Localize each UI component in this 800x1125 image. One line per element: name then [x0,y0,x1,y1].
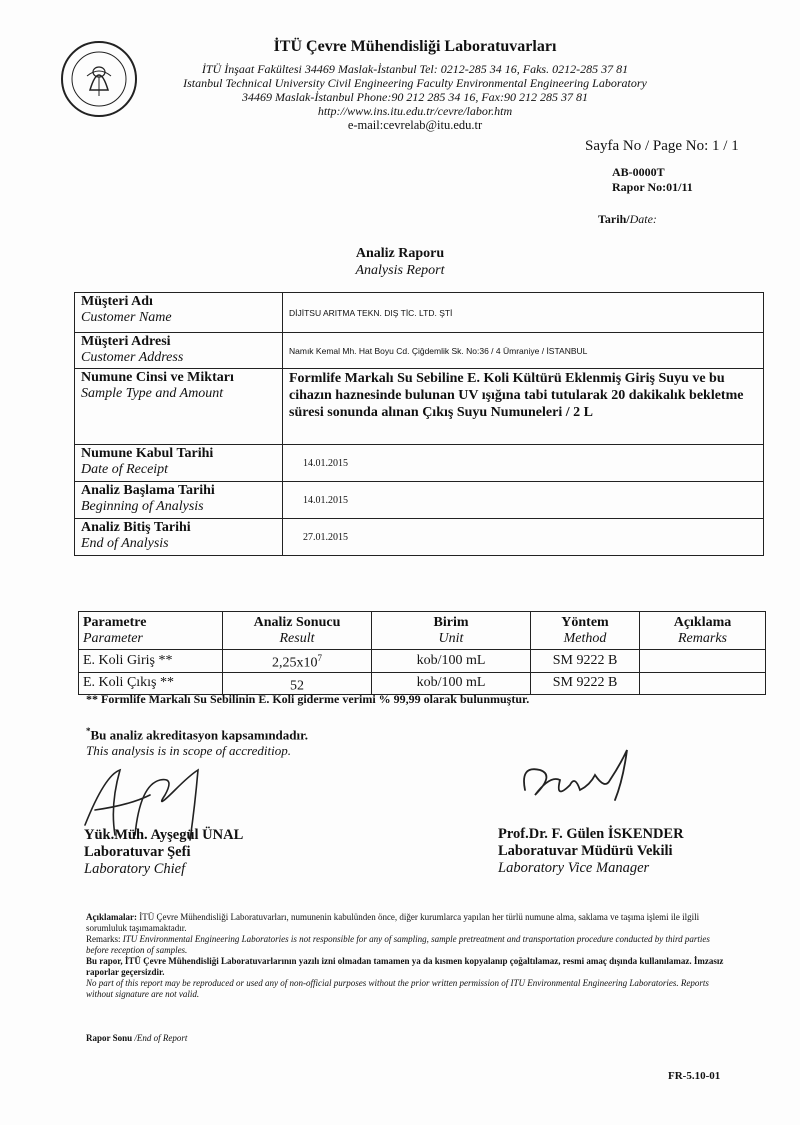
customer-name-row: Müşteri Adı Customer Name DİJİTSU ARITMA TEKN. DIŞ TİC. LTD. ŞTİ [75,293,764,333]
receipt-row: Numune Kabul Tarihi Date of Receipt 14.01.2015 [75,445,764,482]
report-title-tr: Analiz Raporu [355,246,445,261]
header-line-2: Istanbul Technical University Civil Engineering Faculty Environmental Engineering Laboratory [183,76,647,90]
customer-name-value: DİJİTSU ARITMA TEKN. DIŞ TİC. LTD. ŞTİ [283,293,764,333]
disclaimer-tr: Açıklamalar: İTÜ Çevre Mühendisliği Laboratuvarları, numunenin kabulünden önce, diğer kurumlarca yapılan her türlü numune alma, saklama ve taşıma işlemi ile ilgili sorumluluk taşımamaktadır. [86,912,700,933]
header-line-3: 34469 Maslak-İstanbul Phone:90 212 285 34 16, Fax:90 212 285 37 81 [242,90,588,104]
date-label: Tarih/Date: [598,212,657,226]
accreditation-note: *Bu analiz akreditasyon kapsamındadır. This analysis is in scope of accreditiop. [86,726,308,759]
receipt-value: 14.01.2015 [283,445,764,482]
disclaimer-en: Remarks: ITU Environmental Engineering Laboratories is not responsible for any of sampling, sample pretreatment and transportation procedure conducted by third parties before reception of samples. [86,934,710,955]
page-number: Sayfa No / Page No: 1 / 1 [585,138,739,154]
customer-info-table [74,292,764,556]
end-row: Analiz Bitiş Tarihi End of Analysis 27.01.2015 [75,519,764,556]
report-number: Rapor No:01/11 [612,180,693,194]
form-code: FR-5.10-01 [668,1070,721,1082]
header-method: Yöntem Method [531,612,640,650]
end-value: 27.01.2015 [283,519,764,556]
header-line-1: İTÜ İnşaat Fakültesi 34469 Maslak-İstanbul Tel: 0212-285 34 16, Faks. 0212-285 37 81 [201,62,629,76]
lab-title: İTÜ Çevre Mühendisliği Laboratuvarları [273,38,557,55]
right-signatory: Prof.Dr. F. Gülen İSKENDER Laboratuvar Müdürü Vekili Laboratory Vice Manager [498,826,684,876]
begin-row: Analiz Başlama Tarihi Beginning of Analysis 14.01.2015 [75,482,764,519]
header-unit: Birim Unit [372,612,531,650]
left-signatory: Yük.Müh. Ayşegül ÜNAL Laboratuvar Şefi Laboratory Chief [84,827,244,877]
table-row: E. Koli Çıkış ** 52 kob/100 mL SM 9222 B [79,672,766,695]
results-header-row [79,612,766,650]
header-remarks: Açıklama Remarks [640,612,766,650]
sample-row: Numune Cinsi ve Miktarı Sample Type and Amount Formlife Markalı Su Sebiline E. Koli Kültürü Eklenmiş Giriş Suyu ve bu cihazın haznesinde bulunan UV ışığına tabi tutularak 20 dakikalık bekletme süresi sonunda alınan Çıkış Suyu Numuneleri / 2 L [75,369,764,445]
header-url: http://www.ins.itu.edu.tr/cevre/labor.htm [317,104,513,118]
report-title-en: Analysis Report [355,263,445,278]
document-code: AB-0000T [612,165,665,179]
begin-value: 14.01.2015 [283,482,764,519]
header-parameter: Parametre Parameter [79,612,223,650]
disclaimer [86,912,726,1000]
header-email: e-mail:cevrelab@itu.edu.tr [347,118,483,132]
table-row: E. Koli Giriş ** $2,25x10^7$ kob/100 mL SM 9222 B [79,650,766,673]
copyright-en: No part of this report may be reproduced or used any of non-official purposes without the prior written permission of ITU Environmental Engineering Laboratories. Reports without signature are not valid. [86,978,709,999]
right-signature-icon [515,745,645,820]
customer-address-row: Müşteri Adresi Customer Address Namık Kemal Mh. Hat Boyu Cd. Çiğdemlik Sk. No:36 / 4 Ümraniye / İSTANBUL [75,333,764,369]
customer-address-value: Namık Kemal Mh. Hat Boyu Cd. Çiğdemlik Sk. No:36 / 4 Ümraniye / İSTANBUL [283,333,764,369]
header-result: Analiz Sonucu Result [223,612,372,650]
results-table [78,611,766,695]
copyright-tr: Bu rapor, İTÜ Çevre Mühendisliği Laboratuvarlarının yazılı izni olmadan tamamen ya da kısmen kopyalanıp çoğaltılamaz, resmi amaç dışında kullanılamaz. İmzasız raporlar geçersizdir. [86,956,724,977]
sample-value: Formlife Markalı Su Sebiline E. Koli Kültürü Eklenmiş Giriş Suyu ve bu cihazın haznesinde bulunan UV ışığına tabi tutularak 20 dakikalık bekletme süresi sonunda alınan Çıkış Suyu Numuneleri / 2 L [283,369,764,445]
end-of-report: Rapor Sonu /End of Report [86,1033,188,1043]
itu-seal-icon [60,40,138,118]
results-note: ** Formlife Markalı Su Sebilinin E. Koli giderme verimi % 99,99 olarak bulunmuştur. [86,692,530,706]
